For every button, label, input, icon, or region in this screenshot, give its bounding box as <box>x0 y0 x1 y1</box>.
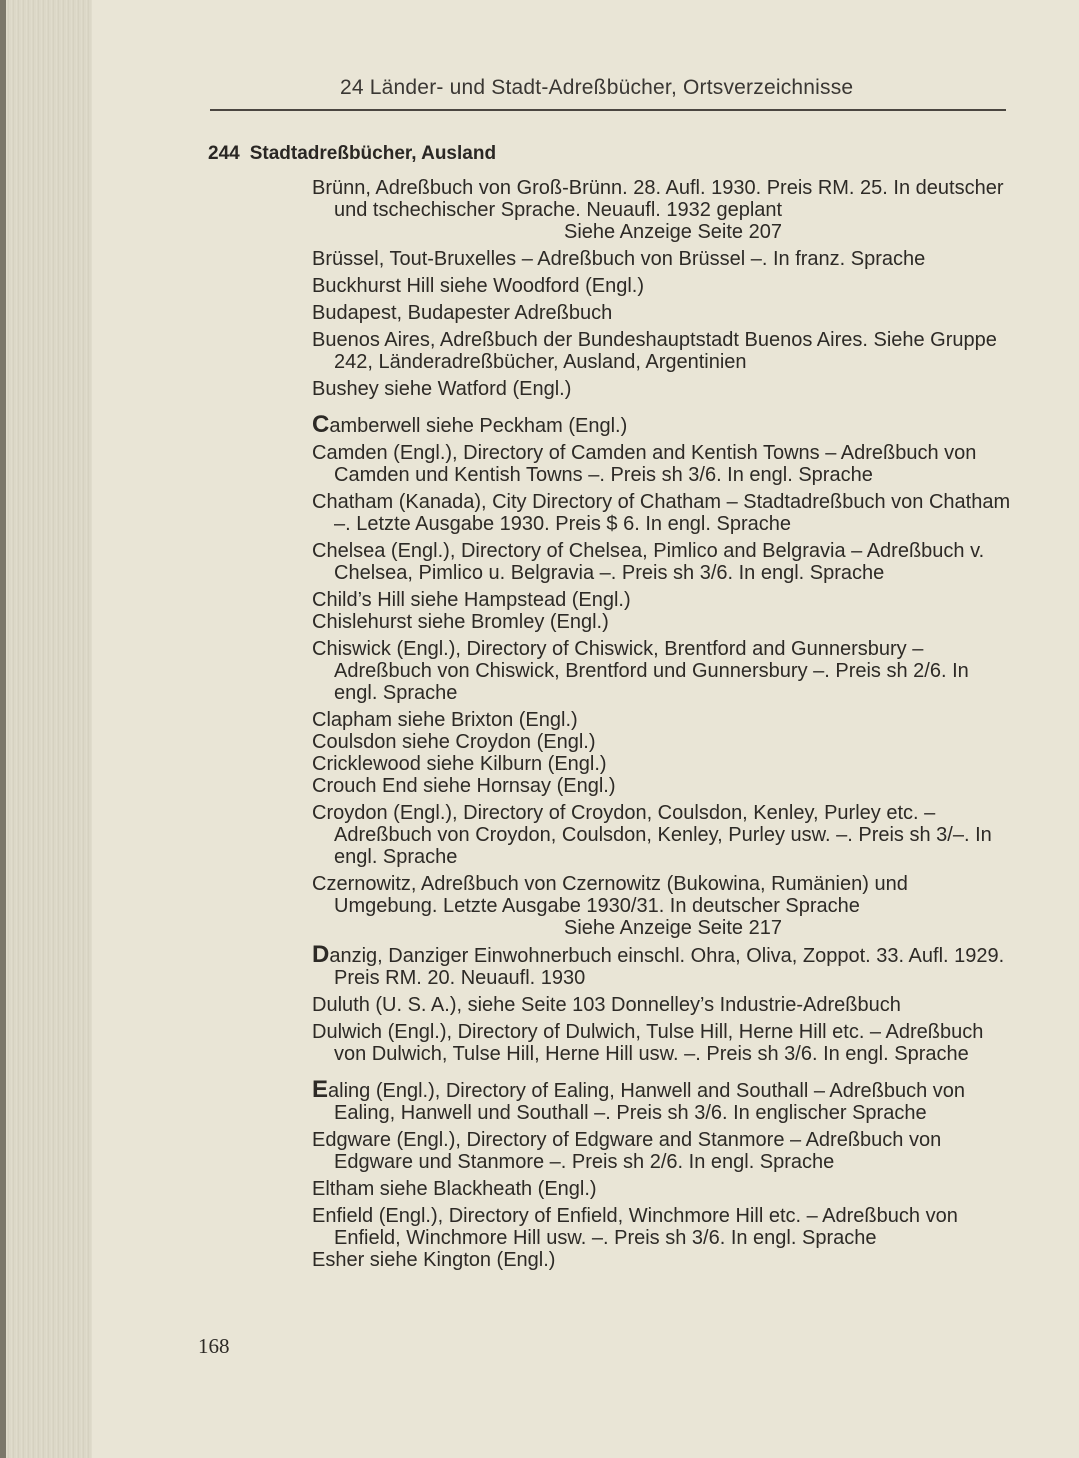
entry-text: Buenos Aires, Adreßbuch der Bundeshauptstadt Buenos Aires. Siehe Gruppe 242, Länderadreßbücher, Ausland, Argentinien <box>312 329 997 373</box>
entry-text: Coulsdon siehe Croydon (Engl.) <box>312 731 596 753</box>
entry-anzeige: Siehe Anzeige Seite 217 <box>564 917 782 939</box>
entry-text: Enfield (Engl.), Directory of Enfield, Winchmore Hill etc. – Adreßbuch von Enfield, Winchmore Hill usw. –. Preis sh 3/6. In engl. Sprache <box>312 1205 958 1249</box>
entry-initial: C <box>312 411 330 438</box>
entry <box>312 802 1012 868</box>
entry <box>312 442 1012 486</box>
entry-text: amberwell siehe Peckham (Engl.) <box>329 415 628 437</box>
entry <box>312 775 1012 797</box>
entry-text: Chiswick (Engl.), Directory of Chiswick, Brentford and Gunnersbury – Adreßbuch von Chiswick, Brentford und Gunnersbury –. Preis sh 2/6. In engl. Sprache <box>312 638 969 704</box>
entry <box>312 638 1012 704</box>
entry-text: aling (Engl.), Directory of Ealing, Hanwell and Southall – Adreßbuch von Ealing, Hanwell und Southall –. Preis sh 3/6. In englischer Sprache <box>328 1080 966 1124</box>
entry <box>312 731 1012 753</box>
entry <box>312 177 1012 243</box>
entry-text: Crouch End siehe Hornsay (Engl.) <box>312 775 616 797</box>
entry <box>312 1205 1012 1249</box>
running-header: 24 Länder- und Stadt-Adreßbücher, Ortsverzeichnisse <box>340 76 854 99</box>
entry-text: Bushey siehe Watford (Engl.) <box>312 378 572 400</box>
entry <box>312 378 1012 400</box>
entry-text: Duluth (U. S. A.), siehe Seite 103 Donnelley’s Industrie-Adreßbuch <box>312 994 901 1016</box>
header-rule <box>210 109 1006 111</box>
entry-text: Camden (Engl.), Directory of Camden and Kentish Towns – Adreßbuch von Camden und Kentish Towns –. Preis sh 3/6. In engl. Sprache <box>312 442 977 486</box>
binding-edge <box>0 0 6 1458</box>
section-number: 244 <box>208 143 240 164</box>
entry <box>312 1021 1012 1065</box>
entry-text: Cricklewood siehe Kilburn (Engl.) <box>312 753 607 775</box>
entry-text: Croydon (Engl.), Directory of Croydon, Coulsdon, Kenley, Purley etc. – Adreßbuch von Croydon, Coulsdon, Kenley, Purley usw. –. Preis sh 3/–. In engl. Sprache <box>312 802 992 868</box>
entry-text: Brüssel, Tout-Bruxelles – Adreßbuch von Brüssel –. In franz. Sprache <box>312 248 926 270</box>
entry-text: Edgware (Engl.), Directory of Edgware and Stanmore – Adreßbuch von Edgware und Stanmore –. Preis sh 2/6. In engl. Sprache <box>312 1129 942 1173</box>
page-number: 168 <box>198 1334 230 1358</box>
entry-text: Eltham siehe Blackheath (Engl.) <box>312 1178 597 1200</box>
entry <box>312 329 1012 373</box>
entry-text: Czernowitz, Adreßbuch von Czernowitz (Bukowina, Rumänien) und Umgebung. Letzte Ausgabe 1930/31. In deutscher Sprache <box>312 873 908 917</box>
entry-text: Brünn, Adreßbuch von Groß-Brünn. 28. Aufl. 1930. Preis RM. 25. In deutscher und tschechischer Sprache. Neuaufl. 1932 geplant <box>312 177 1004 221</box>
entry <box>312 1129 1012 1173</box>
entry <box>312 1076 1012 1124</box>
entry-text: Chislehurst siehe Bromley (Engl.) <box>312 611 609 633</box>
entry <box>312 589 1012 611</box>
entry-text: Chelsea (Engl.), Directory of Chelsea, Pimlico and Belgravia – Adreßbuch v. Chelsea, Pimlico u. Belgravia –. Preis sh 3/6. In engl. Sprache <box>312 540 985 584</box>
entry <box>312 994 1012 1016</box>
entry-text: Esher siehe Kington (Engl.) <box>312 1249 556 1271</box>
entry <box>312 411 1012 438</box>
entry <box>312 873 1012 939</box>
entry <box>312 1178 1012 1200</box>
entry <box>312 248 1012 270</box>
entry-initial: D <box>312 941 330 968</box>
entry <box>312 941 1012 989</box>
entry-text: Budapest, Budapester Adreßbuch <box>312 302 613 324</box>
entry-text: Dulwich (Engl.), Directory of Dulwich, Tulse Hill, Herne Hill etc. – Adreßbuch von Dulwich, Tulse Hill, Herne Hill usw. –. Preis sh 3/6. In engl. Sprache <box>312 1021 984 1065</box>
section-heading <box>208 143 496 165</box>
entry-list <box>312 177 1012 1276</box>
entry <box>312 491 1012 535</box>
entry <box>312 1249 1012 1271</box>
entry-text: anzig, Danziger Einwohnerbuch einschl. Ohra, Oliva, Zoppot. 33. Aufl. 1929. Preis RM. 20. Neuaufl. 1930 <box>329 945 1005 989</box>
page-edge-shadow <box>0 0 92 1458</box>
entry <box>312 302 1012 324</box>
entry <box>312 275 1012 297</box>
entry-text: Clapham siehe Brixton (Engl.) <box>312 709 578 731</box>
entry <box>312 753 1012 775</box>
entry <box>312 540 1012 584</box>
entry-text: Child’s Hill siehe Hampstead (Engl.) <box>312 589 631 611</box>
entry-text: Buckhurst Hill siehe Woodford (Engl.) <box>312 275 644 297</box>
entry-anzeige: Siehe Anzeige Seite 207 <box>564 221 782 243</box>
entry <box>312 709 1012 731</box>
section-title: Stadtadreßbücher, Ausland <box>249 143 497 164</box>
entry-text: Chatham (Kanada), City Directory of Chatham – Stadtadreßbuch von Chatham –. Letzte Ausgabe 1930. Preis $ 6. In engl. Sprache <box>312 491 1011 535</box>
entry <box>312 611 1012 633</box>
entry-initial: E <box>312 1076 329 1103</box>
